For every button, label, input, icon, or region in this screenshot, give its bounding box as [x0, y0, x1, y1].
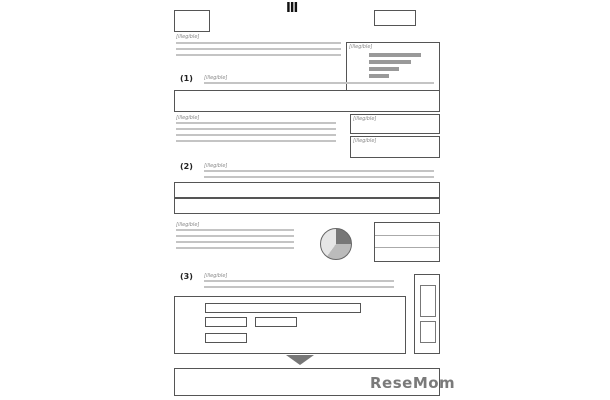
note-field-3	[255, 317, 297, 327]
info-box-1-text: [illegible]	[353, 116, 377, 122]
arrow-down	[286, 355, 314, 365]
table-box	[374, 222, 440, 262]
pie-chart	[320, 228, 352, 260]
info-box-2-text: [illegible]	[353, 138, 377, 144]
section-2-number: (2)	[180, 162, 193, 171]
middle-text: [illegible]	[176, 115, 200, 121]
map-box	[414, 274, 440, 354]
section-3-number: (3)	[180, 272, 193, 281]
chart-box-1-title: [illegible]	[349, 44, 373, 50]
name-box	[374, 10, 416, 26]
answer-box-2a	[174, 182, 440, 198]
section-1-text: [illegible]	[204, 75, 228, 81]
exam-number-box	[174, 10, 210, 32]
note-field-2	[205, 317, 247, 327]
note-field-1	[205, 303, 361, 313]
section-3-text: [illegible]	[204, 273, 228, 279]
watermark: ReseMom	[370, 374, 456, 392]
section-1-number: (1)	[180, 74, 193, 83]
lower-text: [illegible]	[176, 222, 200, 228]
section-2-text: [illegible]	[204, 163, 228, 169]
note-box	[174, 296, 406, 354]
answer-box-2b	[174, 198, 440, 214]
intro-text: [illegible]	[176, 34, 200, 40]
info-box-1	[350, 114, 440, 134]
note-field-4	[205, 333, 247, 343]
info-box-2	[350, 136, 440, 158]
answer-box-1	[174, 90, 440, 112]
page-mark: Ⅲ	[286, 1, 299, 16]
